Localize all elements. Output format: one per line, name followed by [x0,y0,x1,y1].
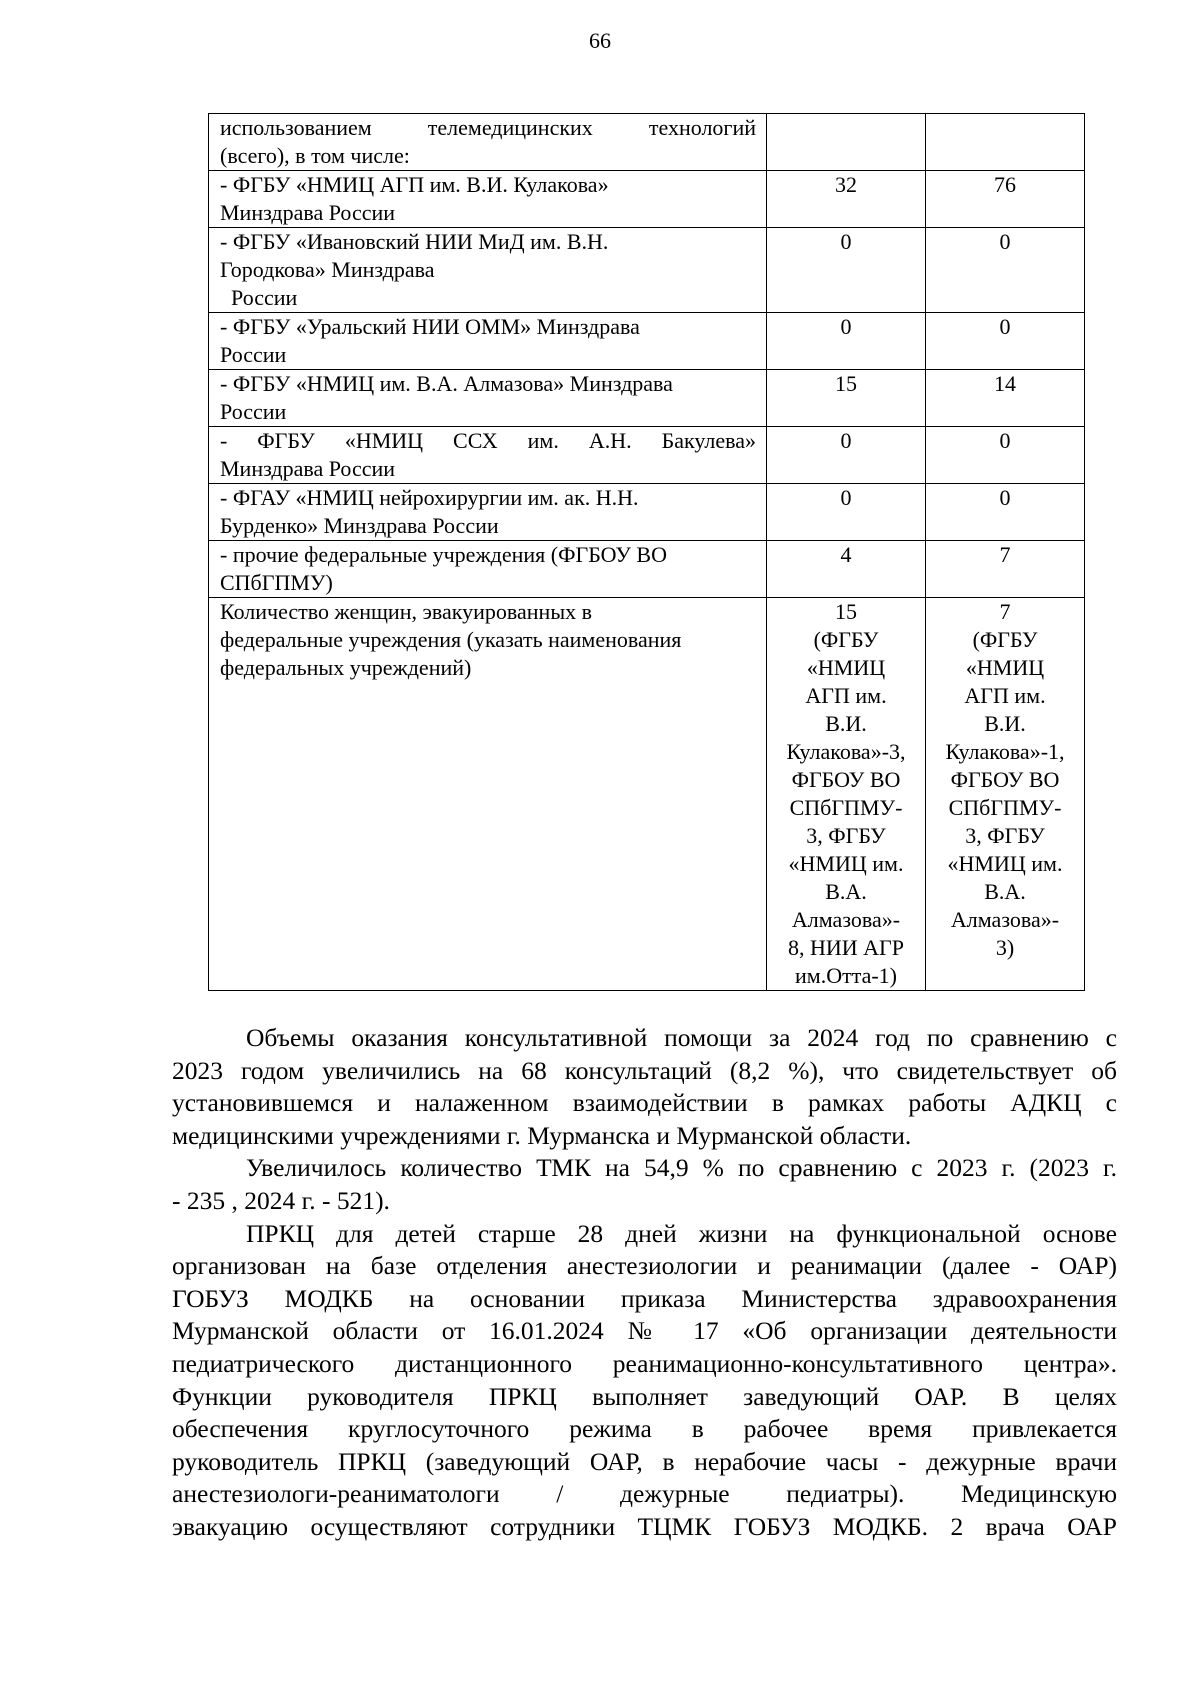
value-2024: 0 [926,484,1085,541]
row-label: - ФГБУ «НМИЦ им. В.А. Алмазова» Минздрава России [209,370,767,427]
value-2023: 0 [767,313,926,370]
table-row [209,313,1085,370]
paragraph: Увеличилось количество ТМК на 54,9 % по сравнению с 2023 г. (2023 г. - 235 , 2024 г. - 521). [172,1153,1117,1215]
body-text [172,1022,1117,1544]
row-label: - ФГБУ «Ивановский НИИ МиД им. В.Н. Городкова» Минздрава России [209,228,767,313]
row-label: Количество женщин, эвакуированных в федеральные учреждения (указать наименования федеральных учреждений) [209,598,767,991]
paragraph: ПРКЦ для детей старше 28 дней жизни на функциональной основе организован на базе отделения анестезиологии и реанимации (далее - ОАР) ГОБУЗ МОДКБ на основании приказа Министерства здравоохранения Мурманской области от 16.01.2024 № 17 «Об организации деятельности педиатрического дистанционного реанимационно-консультативного центра». Функции руководителя ПРКЦ выполняет заведующий ОАР. В целях обеспечения круглосуточного режима в рабочее время привлекается руководитель ПРКЦ (заведующий ОАР, в нерабочие часы - дежурные врачи анестезиологи-реаниматологи / дежурные педиатры). Медицинскую эвакуацию осуществляют сотрудники ТЦМК ГОБУЗ МОДКБ. 2 врача ОАР [172,1218,1117,1541]
value-2023 [767,114,926,171]
page-number: 66 [589,28,611,53]
value-2023: 0 [767,228,926,313]
value-2023: 15 (ФГБУ «НМИЦ АГП им. В.И. Кулакова»-3, ФГБОУ ВО СПбГПМУ- 3, ФГБУ «НМИЦ им. В.А. Алмазова»- 8, НИИ АГР им.Отта-1) [767,598,926,991]
consultation-table [208,113,1085,991]
value-2024: 7 [926,541,1085,598]
value-2024: 0 [926,228,1085,313]
row-label: - ФГБУ «Уральский НИИ ОММ» Минздрава России [209,313,767,370]
value-2024: 76 [926,171,1085,228]
value-2023: 0 [767,484,926,541]
row-label: - ФГАУ «НМИЦ нейрохирургии им. ак. Н.Н. Бурденко» Минздрава России [209,484,767,541]
row-label: - прочие федеральные учреждения (ФГБОУ ВО СПбГПМУ) [209,541,767,598]
row-label: использованием телемедицинских технологий (всего), в том числе: [209,114,767,171]
value-2023: 15 [767,370,926,427]
value-2024: 7 (ФГБУ «НМИЦ АГП им. В.И. Кулакова»-1, ФГБОУ ВО СПбГПМУ- 3, ФГБУ «НМИЦ им. В.А. Алмазова»- 3) [926,598,1085,991]
table-row [209,228,1085,313]
value-2023: 4 [767,541,926,598]
table-row [209,427,1085,484]
table-row-evacuated [209,598,1085,991]
table-row [209,370,1085,427]
value-2024 [926,114,1085,171]
value-2024: 0 [926,313,1085,370]
table-row [209,541,1085,598]
value-2024: 14 [926,370,1085,427]
row-label: - ФГБУ «НМИЦ АГП им. В.И. Кулакова» Минздрава России [209,171,767,228]
table-row [209,114,1085,171]
row-label: - ФГБУ «НМИЦ ССХ им. А.Н. Бакулева» Минздрава России [209,427,767,484]
value-2023: 32 [767,171,926,228]
table-row [209,171,1085,228]
value-2023: 0 [767,427,926,484]
value-2024: 0 [926,427,1085,484]
paragraph: Объемы оказания консультативной помощи за 2024 год по сравнению с 2023 годом увеличились на 68 консультаций (8,2 %), что свидетельствует об установившемся и налаженном взаимодействии в рамках работы АДКЦ с медицинскими учреждениями г. Мурманска и Мурманской области. [172,1023,1117,1150]
table-row [209,484,1085,541]
